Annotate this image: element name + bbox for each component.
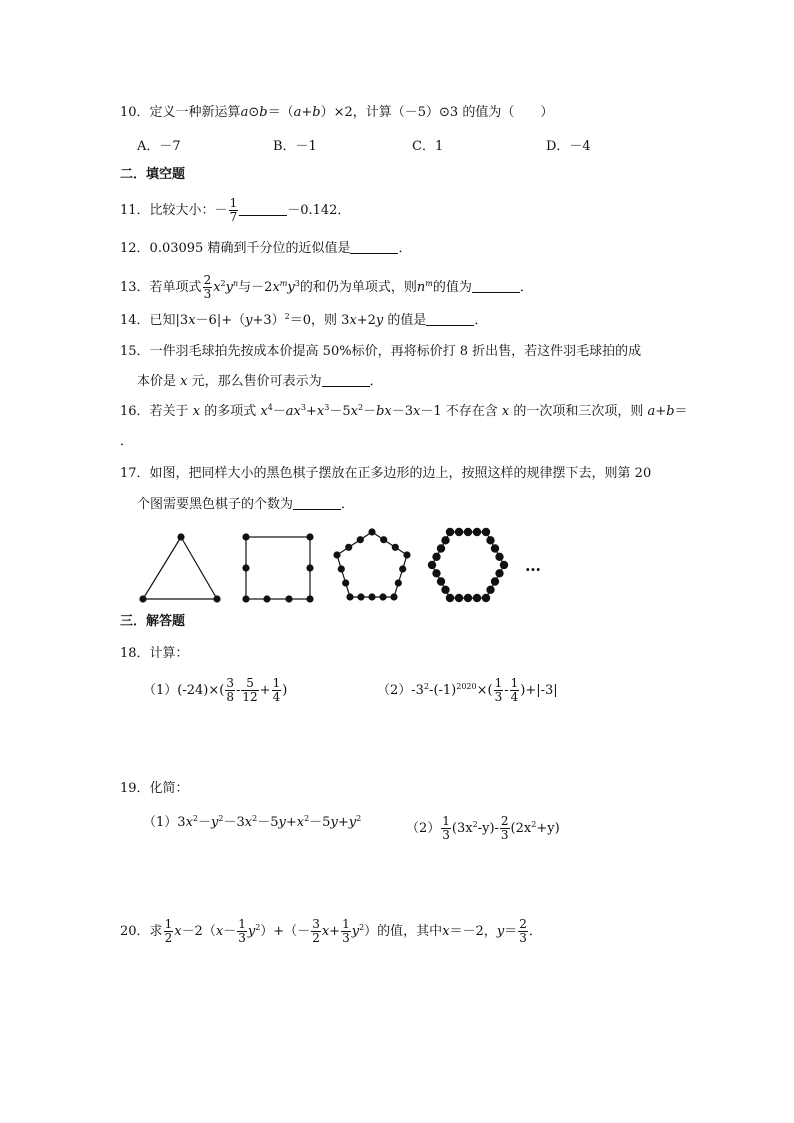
question-14: 14．已知$|3x-6|+(y+3)^2=0$，则 3x+2y 的值是 ．	[120, 312, 488, 328]
answer-blank	[322, 374, 370, 387]
question-19: 19．化简：	[120, 781, 189, 796]
fraction: $\frac{2}{3}$	[203, 273, 212, 301]
question-13: 13．若单项式 $\frac{2}{3}$ $x^2y^n$与$-2x^my^3$的和仍为单项式，则$n^m$的值为 ．	[120, 273, 533, 301]
polygon-pattern-figure	[130, 527, 560, 607]
question-10: 10．定义一种新运算a⊙b＝（a+b）×2，计算（－5）⊙3 的值为（ ）	[120, 105, 554, 120]
fraction: $\frac{2}{3}$	[519, 917, 527, 945]
circled-dot-operator: ⊙	[248, 105, 260, 120]
fraction: $\frac{1}{4}$	[510, 676, 519, 704]
question-19-part1: $(1)3x^2-y^2-3x^2-5y+x^2-5y+y^2$	[143, 814, 362, 830]
fraction: $\frac{5}{12}$	[242, 676, 258, 704]
answer-blank	[239, 203, 287, 216]
answer-blank	[350, 241, 398, 254]
fraction: $\frac{1}{3}$	[494, 676, 503, 704]
question-16-line2: ．	[120, 434, 134, 449]
option-a: A．－7	[137, 139, 181, 154]
ellipsis: …	[525, 556, 541, 575]
option-d: D．－4	[546, 139, 591, 154]
answer-blank	[293, 497, 341, 510]
question-18-part2: $(2)-3^2-(-1)^{2020}\times$( $\frac{1}{3}$ - $\frac{1}{4}$ )+|-3|	[377, 676, 558, 704]
fraction: $\frac{1}{3}$	[442, 814, 450, 842]
fraction: $\frac{1}{4}$	[272, 676, 281, 704]
fraction: $\frac{3}{8}$	[226, 676, 234, 704]
question-11: 11．比较大小：－ $\frac{1}{7}$ －0.142．	[120, 196, 351, 224]
pentagon-figure	[337, 532, 407, 597]
fraction: $\frac{1}{2}$	[164, 917, 173, 945]
question-19-part2: （2） $\frac{1}{3}$ $(3x^2-y)-$ $\frac{2}{3}$ $(2x^2+y)$	[406, 814, 560, 842]
question-15-line2: 本价是 x 元，那么售价可表示为 ．	[137, 374, 383, 389]
fraction: $\frac{1}{3}$	[342, 917, 350, 945]
section-fill-in-heading: 二．填空题	[120, 167, 186, 182]
fraction: $\frac{1}{3}$	[238, 917, 246, 945]
answer-blank	[426, 313, 474, 326]
answer-blank	[472, 280, 520, 293]
question-17-line2: 个图需要黑色棋子的个数为 ．	[137, 497, 355, 512]
question-17: 17．如图，把同样大小的黑色棋子摆放在正多边形的边上，按照这样的规律摆下去，则第 20	[120, 466, 652, 481]
fraction: $\frac{2}{3}$	[500, 814, 509, 842]
triangle-figure	[143, 537, 217, 599]
option-b: B．－1	[273, 139, 317, 154]
question-15: 15．一件羽毛球拍先按成本价提高 50%标价，再将标价打 8 折出售，若这件羽毛球拍的成	[120, 344, 642, 359]
fraction: $\frac{3}{2}$	[312, 917, 320, 945]
question-12: 12．0.03095 精确到千分位的近似值是 ．	[120, 241, 412, 256]
question-number: 10．	[120, 105, 150, 120]
option-c: C．1	[412, 139, 444, 154]
fraction: $\frac{1}{7}$	[229, 196, 238, 224]
question-20: 20．求 $\frac{1}{2}$ x－2（x－ $\frac{1}{3}$ $y^2)+(-$ $\frac{3}{2}$ x+ $\frac{1}{3}$ $y^2$）的值，其中x＝－2，y＝ $\frac{2}{3}$ ．	[120, 917, 542, 945]
question-18: 18．计算：	[120, 646, 189, 661]
question-18-part1: （1）(-24)×( $\frac{3}{8}$ - $\frac{5}{12}$ + $\frac{1}{4}$ )	[143, 676, 288, 704]
section-solve-heading: 三．解答题	[120, 614, 186, 629]
question-16: 16．若关于 x 的多项式 $x^4-ax^3+x^3-5x^2-bx-3x-1$ 不存在含 x 的一次项和三次项，则 a+b＝	[120, 403, 688, 419]
square-figure	[246, 537, 310, 599]
